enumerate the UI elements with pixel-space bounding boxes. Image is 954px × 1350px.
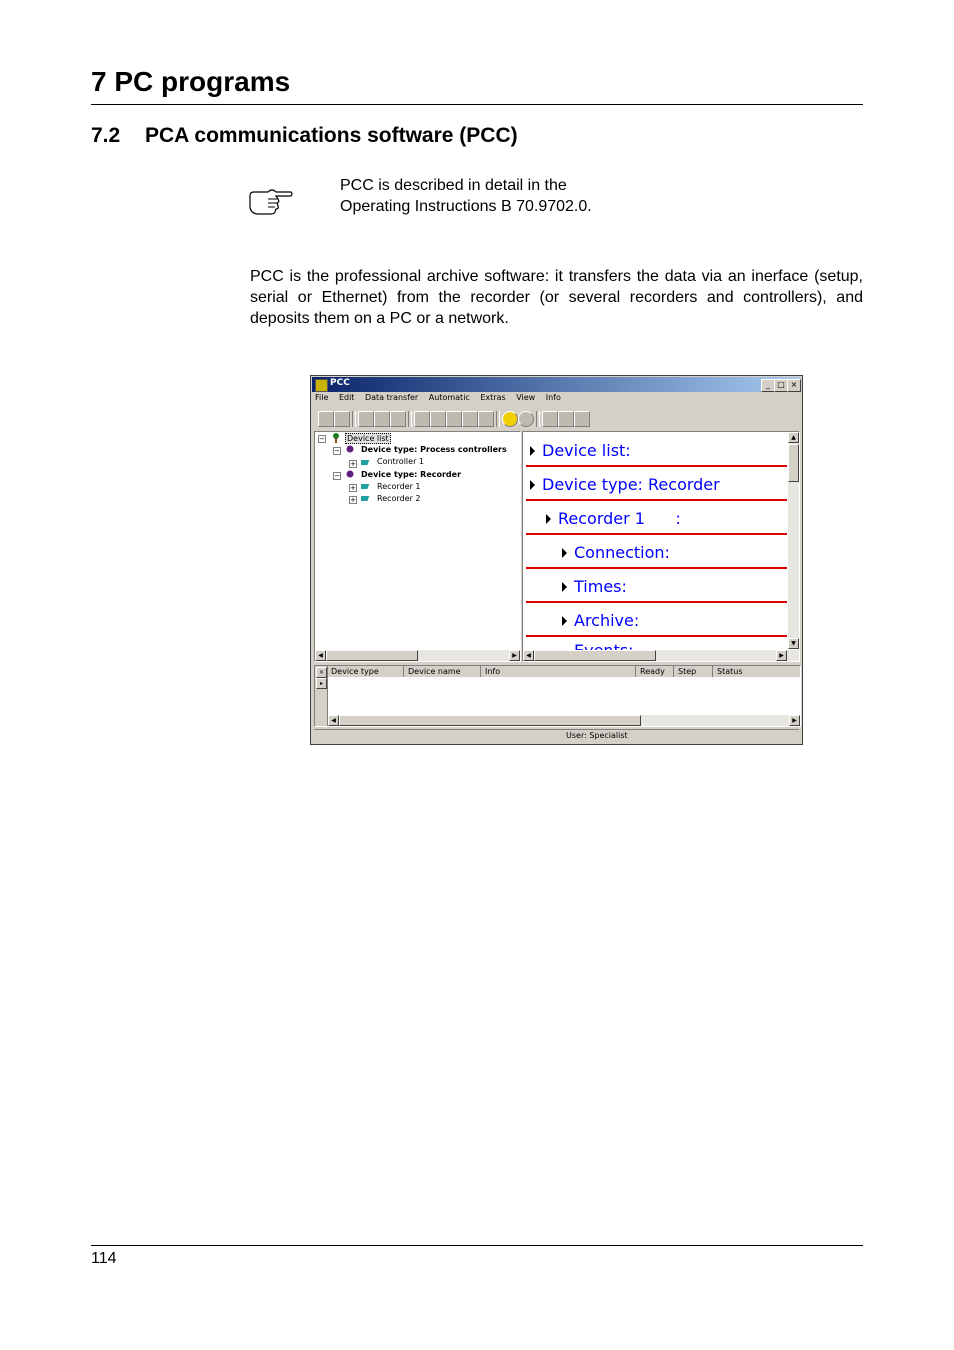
detail-pane (522, 431, 800, 662)
toolbar-separator (536, 411, 540, 427)
detail-label: Archive: (574, 611, 640, 630)
triangle-right-icon (562, 548, 567, 558)
triangle-right-icon (562, 582, 567, 592)
list-horizontal-scrollbar[interactable] (328, 715, 800, 726)
close-icon[interactable]: × (316, 667, 327, 678)
detail-label: Device type: Recorder (542, 475, 720, 494)
menu-file[interactable]: File (315, 393, 329, 402)
tree-item-recorder-2[interactable]: Recorder 2 (377, 494, 421, 503)
properties-icon[interactable] (358, 411, 374, 427)
chapter-title: 7 PC programs (91, 66, 291, 97)
stop-icon[interactable] (518, 411, 534, 427)
menu-edit[interactable]: Edit (338, 393, 355, 402)
collapse-icon[interactable]: − (319, 435, 325, 443)
window-title: PCC (330, 378, 350, 388)
detail-row[interactable] (526, 432, 787, 467)
tree-item-recorder-1[interactable]: Recorder 1 (377, 482, 421, 491)
menu-info[interactable]: Info (545, 393, 561, 402)
tree-item-controller-1[interactable]: Controller 1 (377, 457, 424, 466)
detail-label: Device list: (542, 441, 631, 460)
detail-label: Recorder 1 : (558, 509, 681, 528)
delete-icon[interactable] (374, 411, 390, 427)
detail-label: Times: (574, 577, 627, 596)
minimize-icon[interactable]: _ (761, 379, 775, 392)
scroll-thumb[interactable] (339, 715, 641, 726)
collapse-icon[interactable]: − (334, 447, 340, 455)
tree-group-recorder[interactable]: Device type: Recorder (361, 470, 462, 479)
tree-root-icon (331, 433, 342, 443)
menu-view[interactable]: View (516, 393, 536, 402)
device-icon (361, 482, 370, 490)
transfer-all-icon[interactable] (430, 411, 446, 427)
clock-icon[interactable] (502, 411, 518, 427)
scroll-thumb[interactable] (534, 650, 656, 661)
device-icon (361, 458, 370, 466)
menu-automatic[interactable]: Automatic (428, 393, 470, 402)
close-icon[interactable]: × (787, 379, 801, 392)
menu-bar (315, 393, 569, 406)
detail-label: Connection: (574, 543, 670, 562)
note-line-2: Operating Instructions B 70.9702.0. (340, 198, 592, 215)
footer-rule (91, 1245, 863, 1246)
section-number: 7.2 (91, 124, 121, 147)
expand-icon[interactable]: + (350, 484, 356, 492)
recorder-group-icon (346, 470, 355, 478)
scroll-left-icon[interactable]: ◀ (328, 715, 339, 726)
pcc-window (310, 375, 803, 745)
collapse-icon[interactable]: − (334, 472, 340, 480)
column-ready[interactable]: Ready (637, 666, 674, 677)
app-icon (315, 379, 328, 392)
note-text (340, 175, 592, 217)
section-title: PCA communications software (PCC) (145, 124, 518, 147)
scroll-thumb[interactable] (326, 650, 418, 661)
column-step[interactable]: Step (675, 666, 713, 677)
transfer-list (314, 665, 801, 727)
detail-row[interactable] (526, 534, 787, 569)
menu-data-transfer[interactable]: Data transfer (364, 393, 419, 402)
toolbar-separator (352, 411, 356, 427)
detail-vertical-scrollbar[interactable] (788, 432, 799, 649)
settings-icon[interactable] (542, 411, 558, 427)
body-paragraph: PCC is the professional archive software: it transfers the data via an inerface (setup, serial or Ethernet) from the recorder (or several recorders and controllers), and deposits them on a PC or a network. (250, 268, 863, 327)
detail-row[interactable] (526, 568, 787, 603)
list-header (328, 666, 800, 677)
triangle-right-icon (562, 616, 567, 626)
list-side-bar (315, 666, 328, 726)
scroll-right-icon[interactable]: ▶ (789, 715, 800, 726)
expand-icon[interactable]: + (350, 496, 356, 504)
column-status[interactable]: Status (717, 667, 743, 676)
triangle-right-icon (530, 446, 535, 456)
scroll-right-icon[interactable]: ▶ (509, 650, 520, 661)
network-icon[interactable] (462, 411, 478, 427)
chart-icon[interactable] (446, 411, 462, 427)
help-icon[interactable] (574, 411, 590, 427)
detail-row[interactable] (526, 602, 787, 637)
note-line-1: PCC is described in detail in the (340, 177, 567, 194)
status-user: User: Specialist (566, 731, 628, 740)
scroll-left-icon[interactable]: ◀ (315, 650, 326, 661)
tree-horizontal-scrollbar[interactable] (315, 650, 520, 661)
transfer-icon[interactable] (414, 411, 430, 427)
expand-icon[interactable]: + (350, 460, 356, 468)
header-rule (91, 104, 863, 105)
column-info[interactable]: Info (482, 666, 636, 677)
column-device-type[interactable]: Device type (328, 666, 404, 677)
device-icon (361, 494, 370, 502)
section-heading (91, 124, 518, 148)
toolbar-separator (496, 411, 500, 427)
user-icon[interactable] (558, 411, 574, 427)
detail-row[interactable] (526, 500, 787, 535)
pointing-hand-icon (248, 186, 294, 216)
triangle-right-icon (546, 514, 551, 524)
controller-group-icon (346, 445, 355, 453)
menu-extras[interactable]: Extras (480, 393, 506, 402)
scroll-up-icon[interactable]: ▲ (788, 432, 799, 443)
maximize-icon[interactable]: □ (774, 379, 788, 392)
tree-root-device-list[interactable]: Device list (347, 434, 389, 443)
toolbar (314, 409, 800, 429)
wand-icon[interactable] (390, 411, 406, 427)
preview-icon[interactable] (318, 411, 334, 427)
scroll-thumb[interactable] (788, 444, 799, 482)
pin-icon[interactable]: ▸ (316, 678, 327, 689)
page-number: 114 (91, 1250, 117, 1267)
toolbar-separator (408, 411, 412, 427)
column-device-name[interactable]: Device name (405, 666, 481, 677)
detail-horizontal-scrollbar[interactable] (523, 650, 799, 661)
print-icon[interactable] (334, 411, 350, 427)
scroll-down-icon[interactable]: ▼ (788, 638, 799, 649)
binoculars-icon[interactable] (478, 411, 494, 427)
scroll-left-icon[interactable]: ◀ (523, 650, 534, 661)
status-bar (314, 729, 799, 742)
scroll-right-icon[interactable]: ▶ (776, 650, 787, 661)
tree-group-process-controllers[interactable]: Device type: Process controllers (361, 445, 507, 454)
detail-row[interactable] (526, 466, 787, 501)
title-bar (312, 377, 801, 392)
triangle-right-icon (530, 480, 535, 490)
device-tree (314, 431, 521, 662)
